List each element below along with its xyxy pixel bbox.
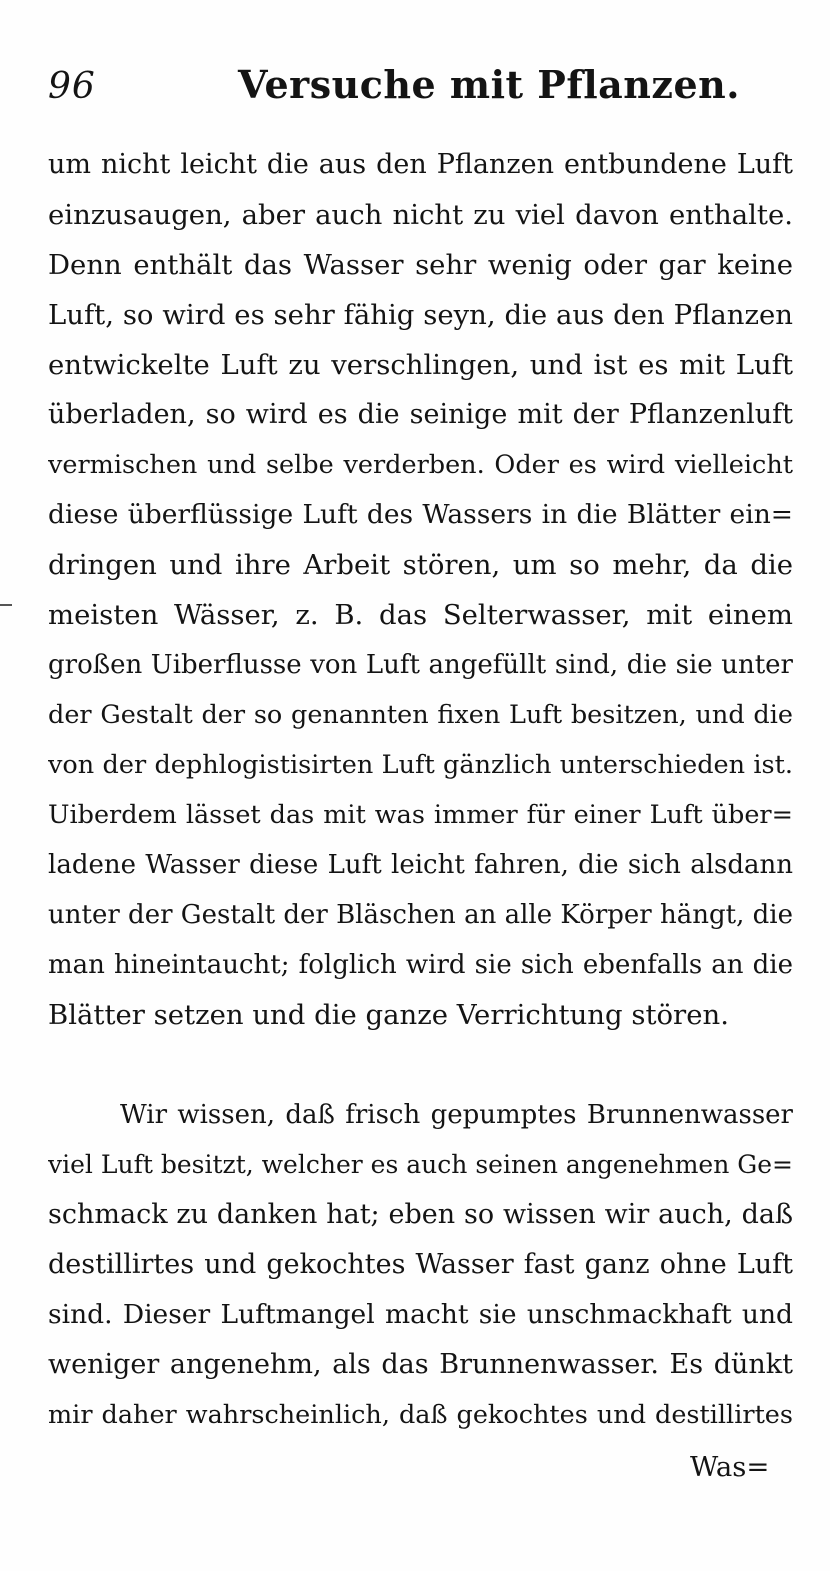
text-line: Wir wissen, daß frisch gepumptes Brunnenwasser bbox=[120, 1100, 793, 1130]
text-line: unter der Gestalt der Bläschen an alle Körper hängt, die bbox=[48, 900, 793, 930]
text-line: mir daher wahrscheinlich, daß gekochtes und destillirtes bbox=[48, 1400, 793, 1430]
text-line: Luft, so wird es sehr fähig seyn, die aus den Pflanzen bbox=[48, 299, 793, 331]
page-header bbox=[48, 62, 793, 118]
text-line: von der dephlogistisirten Luft gänzlich unterschieden ist. bbox=[48, 750, 793, 780]
text-line: Denn enthält das Wasser sehr wenig oder gar keine bbox=[48, 249, 793, 281]
text-line: um nicht leicht die aus den Pflanzen entbundene Luft bbox=[48, 149, 793, 180]
text-line: man hineintaucht; folglich wird sie sich ebenfalls an die bbox=[48, 950, 793, 980]
text-line: viel Luft besitzt, welcher es auch seinen angenehmen Ge= bbox=[48, 1150, 793, 1179]
text-line: dringen und ihre Arbeit stören, um so mehr, da die bbox=[48, 549, 793, 581]
text-line: überladen, so wird es die seinige mit der Pflanzenluft bbox=[48, 399, 793, 430]
text-line: einzusaugen, aber auch nicht zu viel davon enthalte. bbox=[48, 199, 793, 231]
text-line: weniger angenehm, als das Brunnenwasser. Es dünkt bbox=[48, 1349, 793, 1380]
text-line: Blätter setzen und die ganze Verrichtung stören. bbox=[48, 999, 729, 1031]
margin-mark bbox=[0, 604, 12, 606]
text-line: Uiberdem lässet das mit was immer für einer Luft über= bbox=[48, 800, 793, 830]
text-line: meisten Wässer, z. B. das Selterwasser, mit einem bbox=[48, 599, 793, 631]
running-title: Versuche mit Pflanzen. bbox=[238, 62, 741, 107]
text-line: entwickelte Luft zu verschlingen, und ist es mit Luft bbox=[48, 349, 793, 381]
text-line: großen Uiberflusse von Luft angefüllt sind, die sie unter bbox=[48, 650, 793, 680]
text-line: diese überflüssige Luft des Wassers in die Blätter ein= bbox=[48, 499, 793, 530]
text-line: der Gestalt der so genannten fixen Luft besitzen, und die bbox=[48, 700, 793, 730]
text-line: ladene Wasser diese Luft leicht fahren, die sich alsdann bbox=[48, 850, 793, 880]
text-line: destillirtes und gekochtes Wasser fast ganz ohne Luft bbox=[48, 1249, 793, 1280]
text-line: vermischen und selbe verderben. Oder es wird vielleicht bbox=[48, 450, 793, 480]
catchword: Was= bbox=[690, 1451, 770, 1483]
page-number: 96 bbox=[48, 66, 96, 107]
text-line: schmack zu danken hat; eben so wissen wir auch, daß bbox=[48, 1199, 793, 1230]
paragraph-1 bbox=[48, 140, 793, 1040]
paragraph-2 bbox=[48, 1090, 793, 1440]
text-line: sind. Dieser Luftmangel macht sie unschmackhaft und bbox=[48, 1299, 793, 1330]
